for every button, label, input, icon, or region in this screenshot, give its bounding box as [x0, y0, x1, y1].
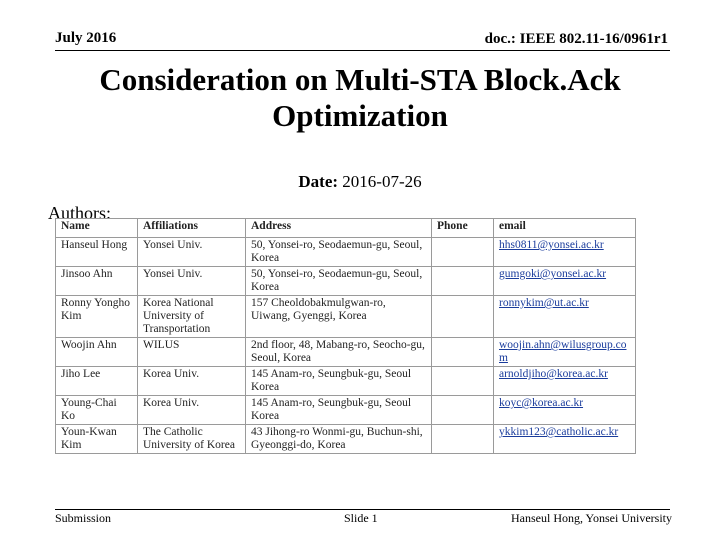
cell-name: Woojin Ahn [56, 338, 138, 367]
cell-affiliation: Yonsei Univ. [138, 238, 246, 267]
cell-affiliation: Yonsei Univ. [138, 267, 246, 296]
email-link[interactable]: arnoldjiho@korea.ac.kr [499, 368, 608, 380]
cell-affiliation: Korea Univ. [138, 367, 246, 396]
footer-divider [55, 509, 670, 510]
cell-phone [432, 238, 494, 267]
cell-address: 145 Anam-ro, Seungbuk-gu, Seoul Korea [246, 367, 432, 396]
footer-author: Hanseul Hong, Yonsei University [511, 511, 672, 525]
table-row [56, 367, 636, 396]
cell-address: 145 Anam-ro, Seungbuk-gu, Seoul Korea [246, 396, 432, 425]
email-link[interactable]: ykkim123@catholic.ac.kr [499, 426, 619, 438]
column-header-name: Name [56, 219, 138, 238]
cell-phone [432, 267, 494, 296]
column-header-affiliations: Affiliations [138, 219, 246, 238]
cell-email [494, 367, 636, 396]
column-header-address: Address [246, 219, 432, 238]
table-header-row [56, 219, 636, 238]
authors-table-container [55, 218, 635, 484]
slide-title-line-1: Consideration on Multi-STA Block.Ack [99, 62, 621, 97]
table-row [56, 425, 636, 454]
cell-affiliation: The Catholic University of Korea [138, 425, 246, 454]
header-date: July 2016 [55, 30, 117, 46]
cell-name: Jiho Lee [56, 367, 138, 396]
column-header-phone: Phone [432, 219, 494, 238]
cell-affiliation: Korea National University of Transportation [138, 296, 246, 338]
cell-name: Hanseul Hong [56, 238, 138, 267]
cell-email [494, 238, 636, 267]
table-row [56, 338, 636, 367]
email-link[interactable]: koyc@korea.ac.kr [499, 397, 584, 409]
email-link[interactable]: hhs0811@yonsei.ac.kr [499, 239, 604, 251]
cell-name: Ronny Yongho Kim [56, 296, 138, 338]
cell-phone [432, 425, 494, 454]
cell-address: 2nd floor, 48, Mabang-ro, Seocho-gu, Seoul, Korea [246, 338, 432, 367]
table-row [56, 238, 636, 267]
cell-email [494, 296, 636, 338]
authors-label: Authors: [48, 203, 111, 223]
cell-email [494, 338, 636, 367]
cell-phone [432, 296, 494, 338]
cell-address: 157 Cheoldobakmulgwan-ro, Uiwang, Gyenggi, Korea [246, 296, 432, 338]
cell-affiliation: WILUS [138, 338, 246, 367]
date-value: 2016-07-26 [342, 172, 422, 191]
cell-email [494, 425, 636, 454]
cell-address: 43 Jihong-ro Wonmi-gu, Buchun-shi, Gyeonggi-do, Korea [246, 425, 432, 454]
footer-slide-number: Slide 1 [344, 511, 378, 525]
table-row [56, 296, 636, 338]
slide-title-line-2: Optimization [272, 98, 448, 133]
slide-title [40, 62, 680, 134]
cell-name: Jinsoo Ahn [56, 267, 138, 296]
column-header-email: email [494, 219, 636, 238]
email-link[interactable]: gumgoki@yonsei.ac.kr [499, 268, 607, 280]
cell-email [494, 267, 636, 296]
cell-name: Youn-Kwan Kim [56, 425, 138, 454]
cell-address: 50, Yonsei-ro, Seodaemun-gu, Seoul, Korea [246, 267, 432, 296]
email-link[interactable]: ronnykim@ut.ac.kr [499, 297, 589, 309]
cell-phone [432, 338, 494, 367]
cell-phone [432, 396, 494, 425]
date-label: Date: [298, 172, 339, 191]
email-link[interactable]: woojin.ahn@wilusgroup.com [499, 339, 627, 364]
cell-affiliation: Korea Univ. [138, 396, 246, 425]
table-row [56, 396, 636, 425]
header-doc-id: doc.: IEEE 802.11-16/0961r1 [484, 31, 668, 47]
table-row [56, 267, 636, 296]
date-line [0, 172, 720, 192]
footer-submission: Submission [55, 511, 112, 525]
header-divider [55, 50, 670, 51]
cell-name: Young-Chai Ko [56, 396, 138, 425]
authors-table [55, 218, 636, 454]
cell-address: 50, Yonsei-ro, Seodaemun-gu, Seoul, Korea [246, 238, 432, 267]
cell-phone [432, 367, 494, 396]
cell-email [494, 396, 636, 425]
